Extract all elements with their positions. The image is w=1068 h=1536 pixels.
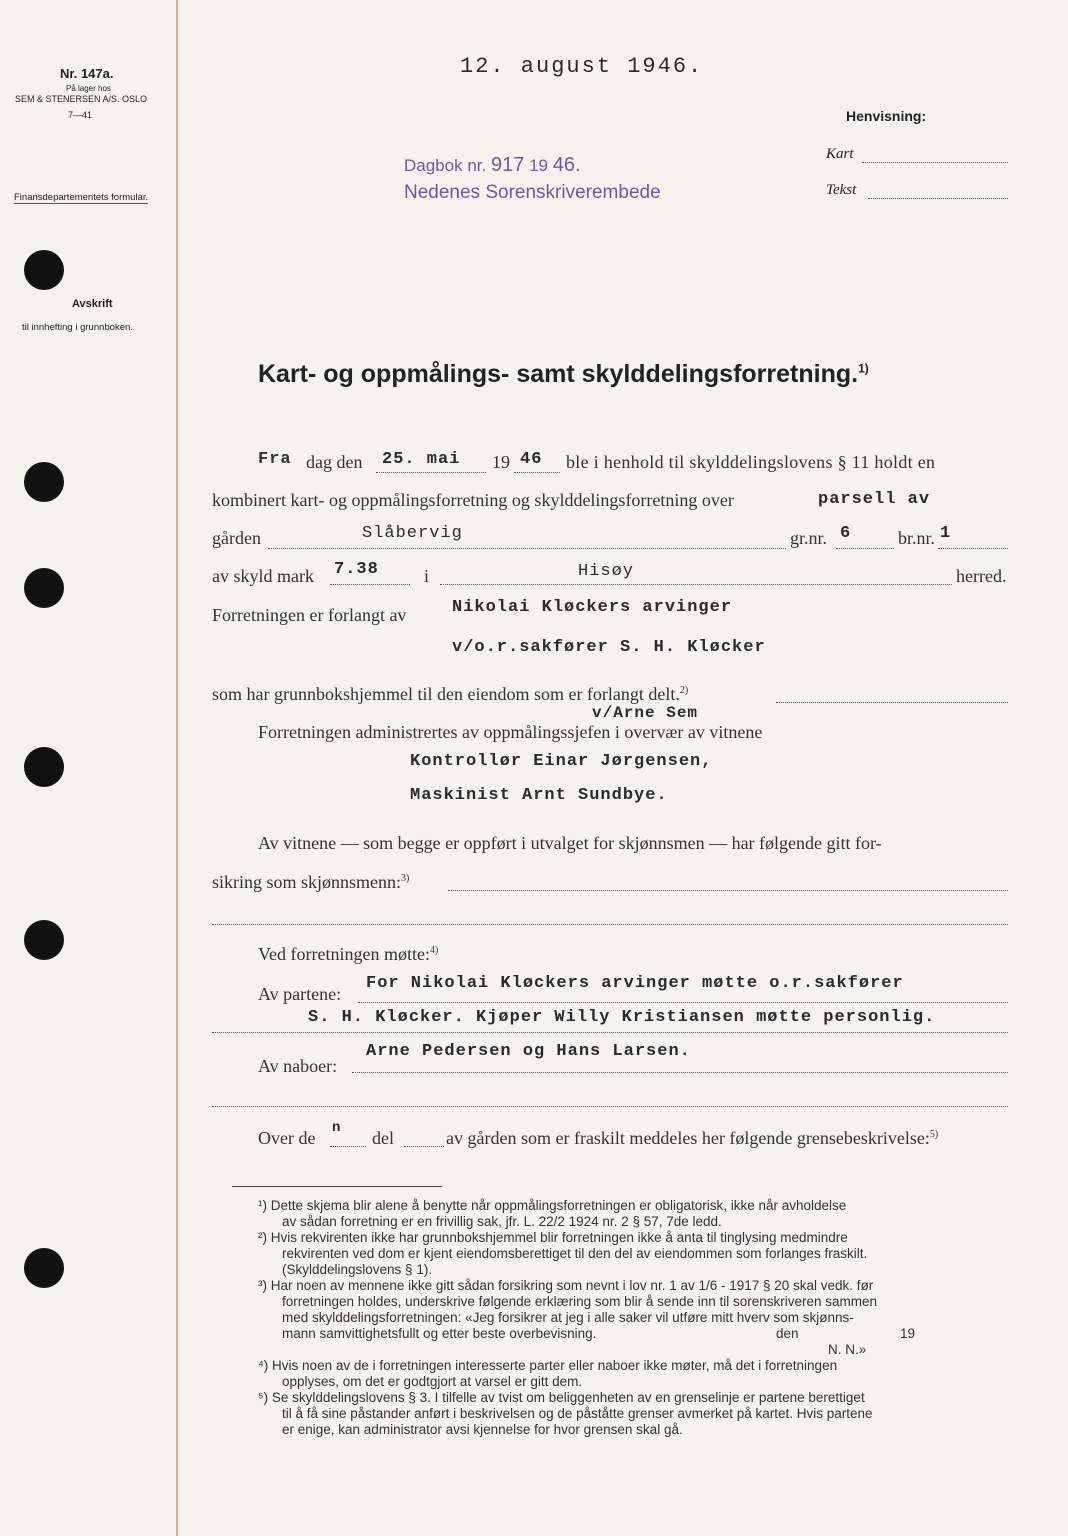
grnr-line bbox=[836, 548, 894, 549]
diary-year: 46. bbox=[552, 154, 581, 176]
typed-parties-2: S. H. Kløcker. Kjøper Willy Kristiansen møtte personlig. bbox=[308, 1008, 936, 1027]
typed-farm: Slåbervig bbox=[362, 524, 463, 543]
text-line2: kombinert kart- og oppmålingsforretning og skylddelingsforretning over bbox=[212, 490, 734, 510]
text-garden: gården bbox=[212, 528, 261, 548]
punch-hole bbox=[24, 920, 64, 960]
text-herred: herred. bbox=[956, 566, 1007, 586]
text-requested-by: Forretningen er forlangt av bbox=[212, 605, 407, 625]
typed-neighbours: Arne Pedersen og Hans Larsen. bbox=[366, 1042, 691, 1061]
ministry-form-label: Finansdepartementets formular. bbox=[14, 192, 149, 203]
date-stamp: 12. august 1946. bbox=[460, 54, 704, 79]
typed-witness-1: Kontrollør Einar Jørgensen, bbox=[410, 752, 713, 771]
district-line bbox=[440, 584, 952, 585]
text-i: i bbox=[424, 566, 430, 586]
footnote-line: med skylddelingsforretningen: «Jeg forsikrer at jeg i alle saker vil utføre mitt hverv som skjønns- bbox=[282, 1310, 854, 1325]
typed-surveyor: v/Arne Sem bbox=[592, 704, 699, 722]
text-holder-main: som har grunnbokshjemmel til den eiendom som er forlangt delt. bbox=[212, 684, 680, 704]
diary-number: 917 bbox=[490, 154, 525, 176]
typed-year: 46 bbox=[520, 450, 543, 469]
text-assurance-main: sikring som skjønnsmenn: bbox=[212, 872, 402, 892]
form-publisher-line-1: På lager hos bbox=[66, 84, 111, 93]
text-witnesses: Av vitnene — som begge er oppført i utvalget for skjønnsmen — har følgende gitt for- bbox=[258, 833, 882, 853]
margin-rule bbox=[176, 0, 178, 1536]
footnote-ref-2: 2) bbox=[679, 685, 689, 696]
footnote-line: av sådan forretning er en frivillig sak, jfr. L. 22/2 1924 nr. 2 § 57, 7de ledd. bbox=[282, 1214, 722, 1229]
reference-map-label: Kart bbox=[826, 146, 854, 162]
form-code: 7—41 bbox=[68, 110, 93, 120]
text-parties-label: Av partene: bbox=[258, 984, 342, 1004]
page-title bbox=[258, 360, 869, 389]
footnote-line: til å få sine påstander anført i beskrivelsen og de påståtte grenser avmerket på kartet. Hvis partene bbox=[282, 1406, 873, 1421]
reference-text-label: Tekst bbox=[826, 182, 857, 198]
footnote-ref-5: 5) bbox=[929, 1129, 939, 1140]
text-administered: Forretningen administrertes av oppmålingssjefen i overvær av vitnene bbox=[258, 722, 763, 742]
blank-line-2 bbox=[212, 1032, 1008, 1033]
footnote-nn: N. N.» bbox=[828, 1342, 867, 1357]
punch-hole bbox=[24, 250, 64, 290]
diary-number-stamp bbox=[404, 154, 581, 177]
footnote-line: ⁴) Hvis noen av de i forretningen interesserte parter eller naboer ikke møter, må det i forretningen bbox=[258, 1358, 838, 1373]
typed-witness-2: Maskinist Arnt Sundbye. bbox=[410, 786, 668, 805]
over-line-2 bbox=[404, 1146, 444, 1147]
text-boundary bbox=[446, 1128, 938, 1149]
date-line bbox=[376, 472, 486, 473]
punch-hole bbox=[24, 568, 64, 608]
copy-label: Avskrift bbox=[72, 298, 113, 310]
footnote-separator bbox=[232, 1186, 442, 1187]
holder-line bbox=[776, 702, 1008, 703]
footnote-line: ³) Har noen av mennene ikke gitt sådan forsikring som nevnt i lov nr. 1 av 1/6 - 1917 § 20 skal vedk. før bbox=[258, 1278, 874, 1293]
diary-year-prefix: 19 bbox=[529, 156, 548, 175]
farm-line bbox=[268, 548, 786, 549]
footnote-line: er enige, kan administrator avsi kjennelse for hvor grensen skal gå. bbox=[282, 1422, 683, 1437]
neighbours-line bbox=[352, 1072, 1008, 1073]
text-attended bbox=[258, 944, 438, 965]
blank-line-1 bbox=[212, 924, 1008, 925]
text-line1-rest: ble i henhold til skylddelingslovens § 11 holdt en bbox=[566, 452, 936, 472]
over-line-1 bbox=[330, 1146, 366, 1147]
office-stamp: Nedenes Sorenskriverembede bbox=[404, 182, 661, 203]
footnote-line: (Skylddelingslovens § 1). bbox=[282, 1262, 433, 1277]
year-line bbox=[514, 472, 560, 473]
title-text: Kart- og oppmålings- samt skylddelingsforretning. bbox=[258, 360, 859, 388]
punch-hole bbox=[24, 462, 64, 502]
text-skyld: av skyld mark bbox=[212, 566, 314, 586]
typed-grnr: 6 bbox=[840, 524, 852, 543]
footnote-line: forretningen holdes, underskrive følgende erklæring som blir å sende inn til sorenskriveren sammen bbox=[282, 1294, 878, 1309]
reference-text-line bbox=[868, 198, 1008, 199]
assurance-line bbox=[448, 890, 1008, 891]
footnote-line: ²) Hvis rekvirenten ikke har grunnbokshjemmel blir forretningen ikke å anta til tinglysing medmindre bbox=[258, 1230, 848, 1245]
typed-brnr: 1 bbox=[940, 524, 952, 543]
typed-over-n: n bbox=[332, 1120, 342, 1136]
diary-prefix: Dagbok nr. bbox=[404, 156, 487, 175]
footnote-19: 19 bbox=[900, 1326, 916, 1341]
text-19: 19 bbox=[492, 452, 510, 472]
title-footnote-ref: 1) bbox=[858, 361, 869, 376]
typed-value: 7.38 bbox=[334, 560, 379, 579]
text-boundary-main: av gården som er fraskilt meddeles her følgende grensebeskrivelse: bbox=[446, 1128, 930, 1148]
text-brnr: br.nr. bbox=[898, 528, 936, 548]
typed-fra: Fra bbox=[258, 450, 292, 469]
footnote-line: ⁵) Se skylddelingslovens § 3. I tilfelle av tvist om beliggenheten av en grenselinje er partene berettiget bbox=[258, 1390, 865, 1405]
reference-map-line bbox=[862, 162, 1008, 163]
text-assurance bbox=[212, 872, 409, 893]
footnote-ref-3: 3) bbox=[401, 873, 410, 884]
form-number: Nr. 147a. bbox=[60, 66, 114, 81]
typed-requester-2: v/o.r.sakfører S. H. Kløcker bbox=[452, 638, 766, 657]
punch-hole bbox=[24, 1248, 64, 1288]
text-over-de: Over de bbox=[258, 1128, 316, 1148]
blank-line-3 bbox=[212, 1106, 1008, 1107]
typed-requester: Nikolai Kløckers arvinger bbox=[452, 598, 733, 617]
copy-note: til innhefting i grunnboken. bbox=[22, 322, 133, 333]
typed-district: Hisøy bbox=[578, 562, 635, 581]
footnote-line: opplyses, om det er godtgjort at varsel er gitt dem. bbox=[282, 1374, 583, 1389]
text-grnr: gr.nr. bbox=[790, 528, 828, 548]
typed-date: 25. mai bbox=[382, 450, 461, 469]
text-neighbours-label: Av naboer: bbox=[258, 1056, 338, 1076]
footnote-line: mann samvittighetsfullt og etter beste overbevisning. bbox=[282, 1326, 597, 1341]
footnote-line: rekvirenten ved dom er kjent eiendomsberettiget til den del av eiendommen som forlanges fraskilt. bbox=[282, 1246, 868, 1261]
text-holder bbox=[212, 684, 688, 705]
value-line bbox=[330, 584, 410, 585]
footnote-line: ¹) Dette skjema blir alene å benytte når oppmålingsforretningen er obligatorisk, ikke når avholdelse bbox=[258, 1198, 847, 1213]
brnr-line bbox=[938, 548, 1008, 549]
punch-hole bbox=[24, 747, 64, 787]
reference-heading: Henvisning: bbox=[846, 108, 927, 124]
footnote-den: den bbox=[776, 1326, 799, 1341]
text-dag-den: dag den bbox=[306, 452, 363, 472]
form-publisher-line-2: SEM & STENERSEN A/S. OSLO bbox=[15, 94, 148, 104]
parties-line bbox=[358, 1002, 1008, 1003]
typed-parcel: parsell av bbox=[818, 490, 931, 509]
footnote-ref-4: 4) bbox=[429, 945, 439, 956]
typed-parties-1: For Nikolai Kløckers arvinger møtte o.r.sakfører bbox=[366, 974, 904, 993]
text-del: del bbox=[372, 1128, 394, 1148]
text-attended-main: Ved forretningen møtte: bbox=[258, 944, 430, 964]
